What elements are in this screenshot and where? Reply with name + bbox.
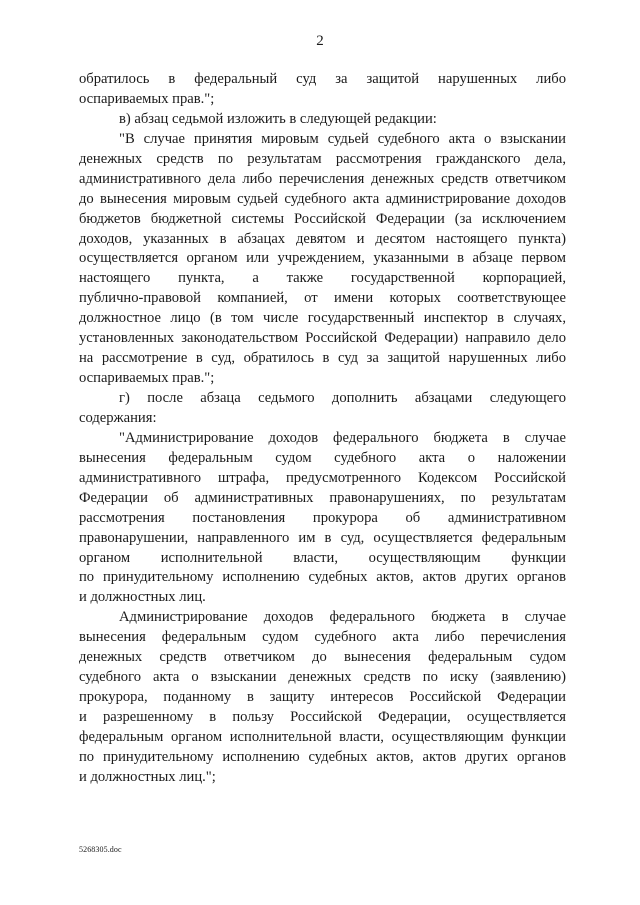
text-line: до вынесения мировым судьей судебного акта администрирование доходов — [79, 190, 566, 207]
text-line: федеральным органом исполнительной власти, осуществляющим функции — [79, 728, 566, 745]
document-file-code: 5268305.doc — [79, 845, 122, 854]
text-line: по принудительному исполнению судебных актов, актов других органов — [79, 748, 566, 765]
text-line: рассмотрения постановления прокурора об административном — [79, 509, 566, 526]
text-line: и должностных лиц. — [79, 589, 206, 606]
text-line: органом исполнительной власти, осуществляющим функции — [79, 549, 566, 566]
text-line: денежных средств по результатам рассмотрения гражданского дела, — [79, 150, 566, 167]
text-line: вынесения федеральным судом судебного акта о наложении — [79, 449, 566, 466]
text-line: осуществляется органом или учреждением, указанными в абзаце первом — [79, 250, 566, 267]
text-line: прокурора, поданному в защиту интересов Российской Федерации — [79, 689, 566, 706]
text-line: "Администрирование доходов федерального бюджета в случае — [119, 429, 566, 446]
text-line: должностное лицо (в том числе государственный инспектор в случаях, — [79, 310, 566, 327]
page-number: 2 — [316, 33, 324, 49]
document-body — [79, 70, 566, 788]
text-line: оспариваемых прав."; — [79, 90, 215, 107]
text-line: денежных средств ответчиком до вынесения федеральным судом — [79, 649, 566, 666]
text-line: Администрирование доходов федерального бюджета в случае — [119, 609, 566, 626]
text-line: Федерации об административных правонарушениях, по результатам — [79, 489, 566, 506]
text-line: в) абзац седьмой изложить в следующей редакции: — [119, 110, 437, 127]
text-line: г) после абзаца седьмого дополнить абзацами следующего — [119, 390, 566, 406]
text-line: доходов, указанных в абзацах девятом и десятом настоящего пункта) — [79, 230, 566, 247]
text-line: настоящего пункта, а также государственной корпорацией, — [79, 270, 566, 287]
text-line: содержания: — [79, 409, 157, 426]
text-line: "В случае принятия мировым судьей судебного акта о взыскании — [119, 130, 566, 147]
text-line: правонарушении, направленного им в суд, осуществляется федеральным — [79, 529, 566, 546]
text-line: и должностных лиц."; — [79, 768, 216, 785]
text-line: судебного акта о взыскании денежных средств по иску (заявлению) — [79, 669, 566, 686]
text-line: административного штрафа, предусмотренного Кодексом Российской — [79, 469, 566, 486]
text-line: вынесения федеральным судом судебного акта либо перечисления — [79, 629, 566, 646]
text-line: бюджетов бюджетной системы Российской Федерации (за исключением — [79, 210, 566, 227]
text-line: по принудительному исполнению судебных актов, актов других органов — [79, 569, 566, 586]
text-line: административного дела либо перечисления денежных средств ответчиком — [79, 170, 566, 187]
text-line: и разрешенному в пользу Российской Федерации, осуществляется — [79, 709, 566, 725]
text-line: обратилось в федеральный суд за защитой нарушенных либо — [79, 71, 566, 87]
text-line: на рассмотрение в суд, обратилось в суд за защитой нарушенных либо — [79, 350, 566, 367]
text-line: оспариваемых прав."; — [79, 370, 215, 387]
text-line: установленных законодательством Российской Федерации) направило дело — [79, 330, 566, 347]
text-line: публично-правовой компанией, от имени которых соответствующее — [79, 290, 566, 307]
